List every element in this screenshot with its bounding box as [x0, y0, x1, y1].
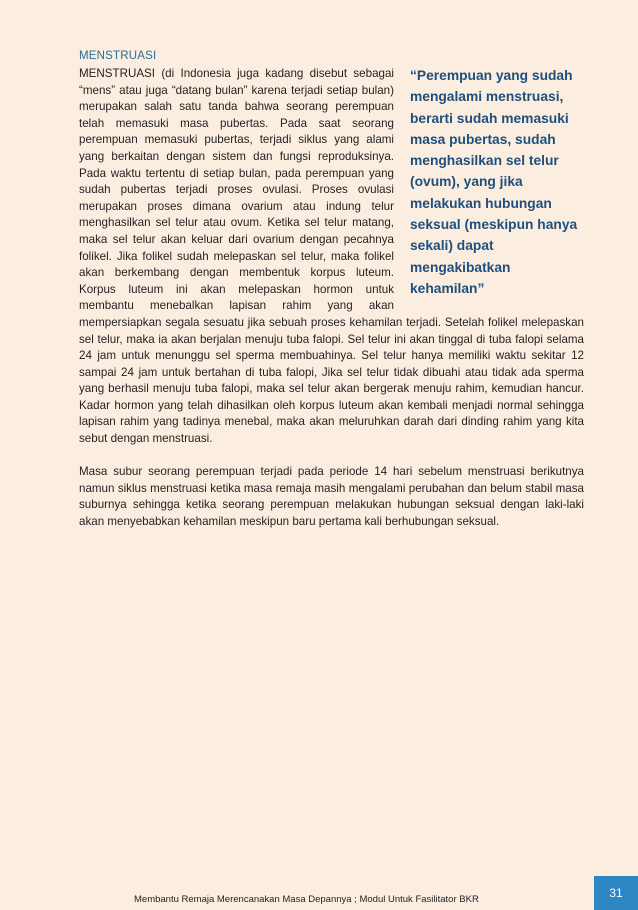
- page-number-badge: 31: [594, 876, 638, 910]
- section-heading: MENSTRUASI: [79, 50, 157, 62]
- page-footer: [0, 886, 638, 910]
- pull-quote: “Perempuan yang sudah mengalami menstruasi, berarti sudah memasuki masa pubertas, sudah menghasilkan sel telur (ovum), yang jika melakukan hubungan seksual (meskipun hanya sekali) dapat mengakibatkan kehamilan”: [410, 68, 578, 296]
- body-paragraph-1: MENSTRUASI (di Indonesia juga kadang disebut sebagai “mens” atau juga “datang bulan” karena terjadi setiap bulan) merupakan salah satu tanda bahwa seorang perempuan telah memasuki masa pubertas. Pada saat seorang perempuan memasuki pubertas, terjadi siklus yang alami yang berkaitan dengan sistem dan fungsi reproduksinya. Pada waktu tertentu di setiap bulan, pada perempuan yang sudah pubertas terjadi proses ovulasi. Proses ovulasi merupakan proses dimana ovarium atau indung telur menghasilkan sel telur atau ovum. Ketika sel telur matang, maka sel telur akan keluar dari ovarium dengan pecahnya folikel. Jika folikel sudah melepaskan sel telur, maka folikel akan berkembang dengan membentuk korpus luteum. Korpus luteum ini akan melepaskan hormon untuk membantu menebalkan lapisan rahim yang akan mempersiapkan segala sesuatu jika sebuah proses kehamilan terjadi. Setelah folikel melepaskan sel telur, maka ia akan berjalan menuju tuba falopi. Sel telur ini akan tinggal di tuba falopi selama 24 jam untuk menunggu sel sperma membuahinya. Sel telur hanya memiliki waktu sekitar 12 sampai 24 jam untuk bertahan di tuba falopi, Jika sel telur tidak dibuahi atau tidak ada sperma yang berhasil menuju tuba falopi, maka sel telur akan bergerak menuju rahim, kemudian hancur. Kadar hormon yang telah dihasilkan oleh korpus luteum akan kembali menjadi normal sehingga lapisan rahim yang tadinya menebal, maka akan meluruhkan darah dari dinding rahim yang kita sebut dengan menstruasi.: [79, 67, 584, 446]
- content-column: [79, 66, 584, 531]
- footer-text: Membantu Remaja Merencanakan Masa Depannya ; Modul Untuk Fasilitator BKR: [134, 894, 479, 905]
- body-paragraph-2: Masa subur seorang perempuan terjadi pada periode 14 hari sebelum menstruasi berikutnya namun siklus menstruasi ketika masa remaja masih mengalami perubahan dan belum stabil masa suburnya sehingga ketika seorang perempuan melakukan hubungan seksual dengan laki-laki akan menyebabkan kehamilan meskipun baru pertama kali berhubungan seksual.: [79, 465, 584, 529]
